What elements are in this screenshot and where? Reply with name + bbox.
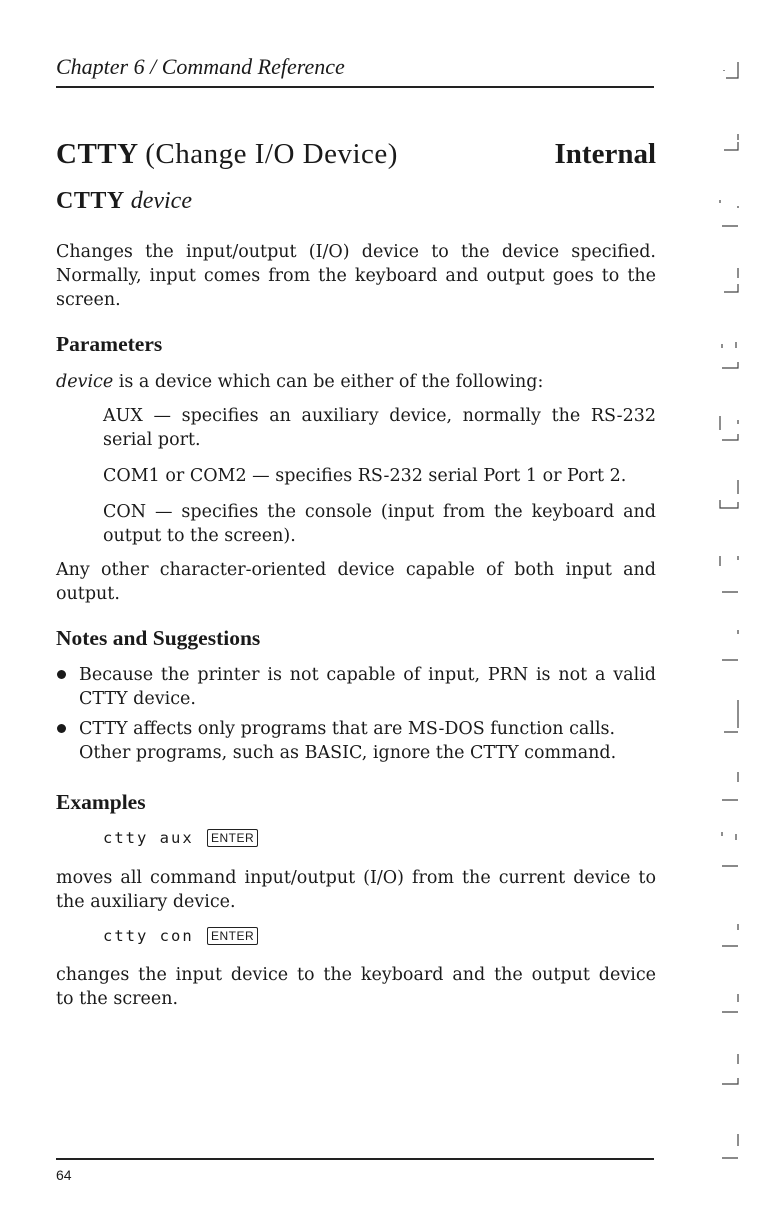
header-rule	[56, 86, 654, 88]
note-1-line-1: Because the printer is not capable of input, PRN is not a valid	[79, 665, 656, 685]
syntax-command: CTTY	[56, 188, 125, 214]
param-aux-line-2: serial port.	[103, 430, 201, 450]
param-con-line-2: output to the screen).	[103, 526, 296, 546]
param-other-line-1: Any other character-oriented device capable of both input and	[56, 560, 656, 580]
example-2-line-1: changes the input device to the keyboard and the output device	[56, 965, 656, 985]
note-2-line-2: Other programs, such as BASIC, ignore the CTTY command.	[79, 743, 617, 763]
parameters-heading: Parameters	[56, 332, 163, 356]
example-1-command	[103, 829, 258, 847]
example-1-line-1: moves all command input/output (I/O) from the current device to	[56, 868, 656, 888]
enter-key-icon: ENTER	[207, 927, 258, 945]
example-2-command	[103, 927, 258, 945]
syntax-argument: device	[130, 188, 192, 214]
intro-line-1: Changes the input/output (I/O) device to the device specified.	[56, 242, 656, 262]
command-description: (Change I/O Device)	[145, 138, 398, 170]
intro-line-3: screen.	[56, 290, 121, 310]
parameters-lead	[56, 370, 656, 394]
command-title	[56, 138, 398, 171]
bullet-icon	[57, 724, 66, 733]
page-number: 64	[56, 1167, 72, 1183]
bullet-icon	[57, 670, 66, 679]
running-head: Chapter 6 / Command Reference	[56, 54, 345, 79]
note-2-line-1: CTTY affects only programs that are MS-DOS function calls.	[79, 719, 616, 739]
examples-heading: Examples	[56, 790, 146, 814]
example-2-code: ctty con	[103, 927, 194, 945]
footer-rule	[56, 1158, 654, 1160]
binding-marks-decoration	[716, 60, 746, 1180]
command-title-row	[56, 138, 656, 178]
command-type: Internal	[554, 138, 656, 170]
example-2-line-2: to the screen.	[56, 989, 179, 1009]
param-other-line-2: output.	[56, 584, 120, 604]
enter-key-icon: ENTER	[207, 829, 258, 847]
param-aux-line-1: AUX — specifies an auxiliary device, normally the RS-232	[103, 406, 656, 426]
param-com: COM1 or COM2 — specifies RS-232 serial Port 1 or Port 2.	[103, 466, 627, 486]
param-con-line-1: CON — specifies the console (input from the keyboard and	[103, 502, 656, 522]
parameter-lead-text: is a device which can be either of the following:	[113, 372, 544, 392]
notes-heading: Notes and Suggestions	[56, 626, 261, 650]
example-1-line-2: the auxiliary device.	[56, 892, 236, 912]
command-name: CTTY	[56, 138, 138, 170]
note-1-line-2: CTTY device.	[79, 689, 196, 709]
example-1-code: ctty aux	[103, 829, 194, 847]
parameter-term: device	[56, 372, 114, 392]
command-syntax	[56, 188, 192, 215]
intro-line-2: Normally, input comes from the keyboard and output goes to the	[56, 266, 656, 286]
